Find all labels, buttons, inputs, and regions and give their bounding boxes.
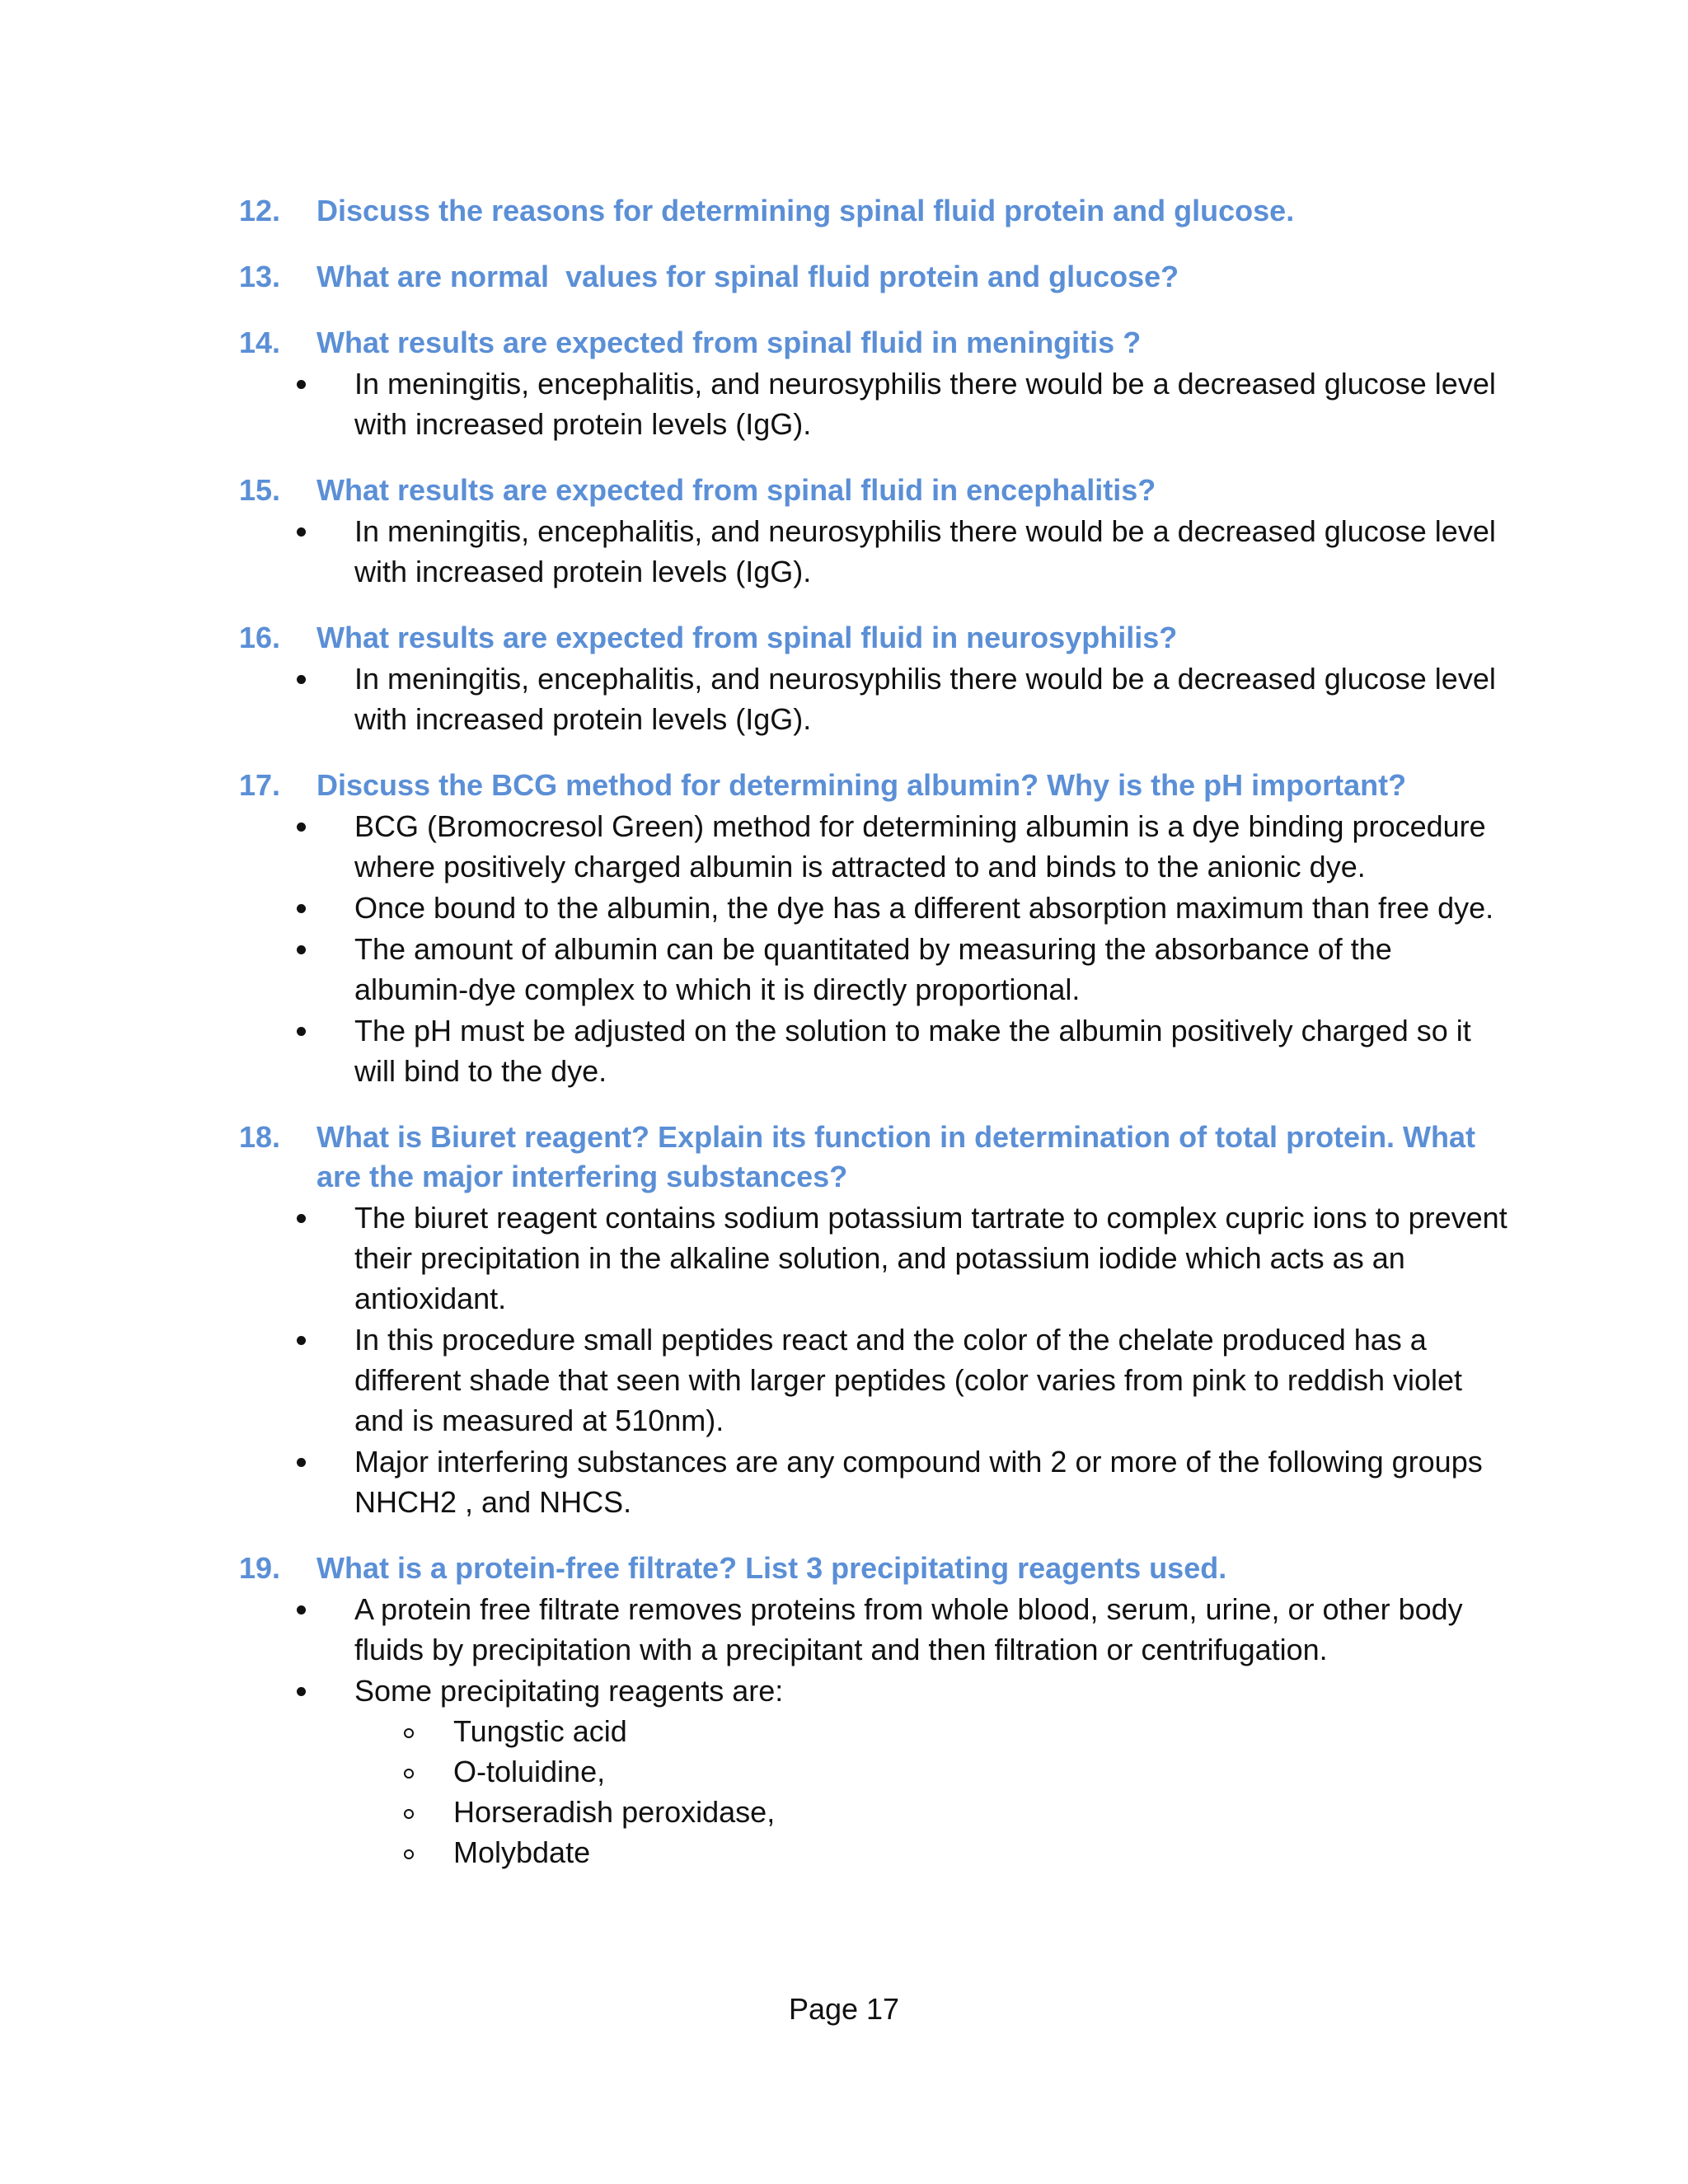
answer-bullet: In this procedure small peptides react and the color of the chelate produced has a different shade that seen with larger peptides (color varies from pink to reddish violet and is measured at 510nm). (297, 1319, 1508, 1441)
question-heading (239, 323, 1508, 363)
question-text: What is Biuret reagent? Explain its function in determination of total protein. What are the major interfering substances? (316, 1120, 1476, 1193)
answer-bullet: Major interfering substances are any compound with 2 or more of the following groups NHCH2 , and NHCS. (297, 1441, 1508, 1522)
question-text: Discuss the BCG method for determining albumin? Why is the pH important? (316, 768, 1407, 802)
question-text: What are normal values for spinal fluid protein and glucose? (316, 260, 1179, 293)
question-number: 17. (239, 768, 281, 802)
question-number: 19. (239, 1551, 281, 1585)
question-number: 14. (239, 326, 281, 359)
sub-bullet: Horseradish peroxidase, (404, 1792, 1508, 1832)
question-heading (239, 257, 1508, 297)
question-19 (239, 1549, 1508, 1872)
reagent-sublist (354, 1711, 1508, 1872)
question-18 (239, 1118, 1508, 1522)
answer-list (239, 658, 1508, 739)
question-heading (239, 1549, 1508, 1588)
question-heading (239, 1118, 1508, 1197)
answer-bullet: In meningitis, encephalitis, and neurosyphilis there would be a decreased glucose level with increased protein levels (IgG). (297, 511, 1508, 592)
answer-list (239, 806, 1508, 1091)
question-list (239, 191, 1508, 1872)
question-heading (239, 191, 1508, 231)
answer-list (239, 511, 1508, 592)
answer-list (239, 1589, 1508, 1872)
question-number: 18. (239, 1120, 281, 1154)
answer-bullet: A protein free filtrate removes proteins from whole blood, serum, urine, or other body fluids by precipitation with a precipitant and then filtration or centrifugation. (297, 1589, 1508, 1670)
answer-bullet: Once bound to the albumin, the dye has a different absorption maximum than free dye. (297, 888, 1508, 928)
sub-bullet: Molybdate (404, 1832, 1508, 1872)
answer-bullet: The biuret reagent contains sodium potassium tartrate to complex cupric ions to prevent their precipitation in the alkaline solution, and potassium iodide which acts as an antioxidant. (297, 1197, 1508, 1319)
question-number: 13. (239, 260, 281, 293)
answer-bullet: In meningitis, encephalitis, and neurosyphilis there would be a decreased glucose level with increased protein levels (IgG). (297, 658, 1508, 739)
answer-list (239, 1197, 1508, 1522)
question-text: What is a protein-free filtrate? List 3 precipitating reagents used. (316, 1551, 1227, 1585)
page-number: Page 17 (788, 1992, 900, 2026)
question-number: 15. (239, 473, 281, 507)
question-16 (239, 618, 1508, 739)
question-15 (239, 471, 1508, 592)
answer-bullet: In meningitis, encephalitis, and neurosyphilis there would be a decreased glucose level with increased protein levels (IgG). (297, 363, 1508, 444)
question-12 (239, 191, 1508, 231)
answer-bullet: The amount of albumin can be quantitated by measuring the absorbance of the albumin-dye complex to which it is directly proportional. (297, 929, 1508, 1010)
question-text: What results are expected from spinal fluid in neurosyphilis? (316, 621, 1178, 654)
answer-bullet-text: Some precipitating reagents are: (354, 1674, 784, 1708)
question-heading (239, 766, 1508, 805)
question-heading (239, 471, 1508, 510)
question-text: Discuss the reasons for determining spinal fluid protein and glucose. (316, 194, 1295, 227)
answer-bullet-with-sublist (297, 1671, 1508, 1872)
question-text: What results are expected from spinal fluid in meningitis ? (316, 326, 1142, 359)
question-text: What results are expected from spinal fluid in encephalitis? (316, 473, 1156, 507)
answer-bullet: BCG (Bromocresol Green) method for determining albumin is a dye binding procedure where positively charged albumin is attracted to and binds to the anionic dye. (297, 806, 1508, 887)
sub-bullet: O-toluidine, (404, 1751, 1508, 1792)
question-17 (239, 766, 1508, 1091)
question-heading (239, 618, 1508, 658)
sub-bullet: Tungstic acid (404, 1711, 1508, 1751)
question-13 (239, 257, 1508, 297)
question-number: 16. (239, 621, 281, 654)
question-14 (239, 323, 1508, 444)
question-number: 12. (239, 194, 281, 227)
answer-bullet: The pH must be adjusted on the solution to make the albumin positively charged so it will bind to the dye. (297, 1010, 1508, 1091)
answer-list (239, 363, 1508, 444)
